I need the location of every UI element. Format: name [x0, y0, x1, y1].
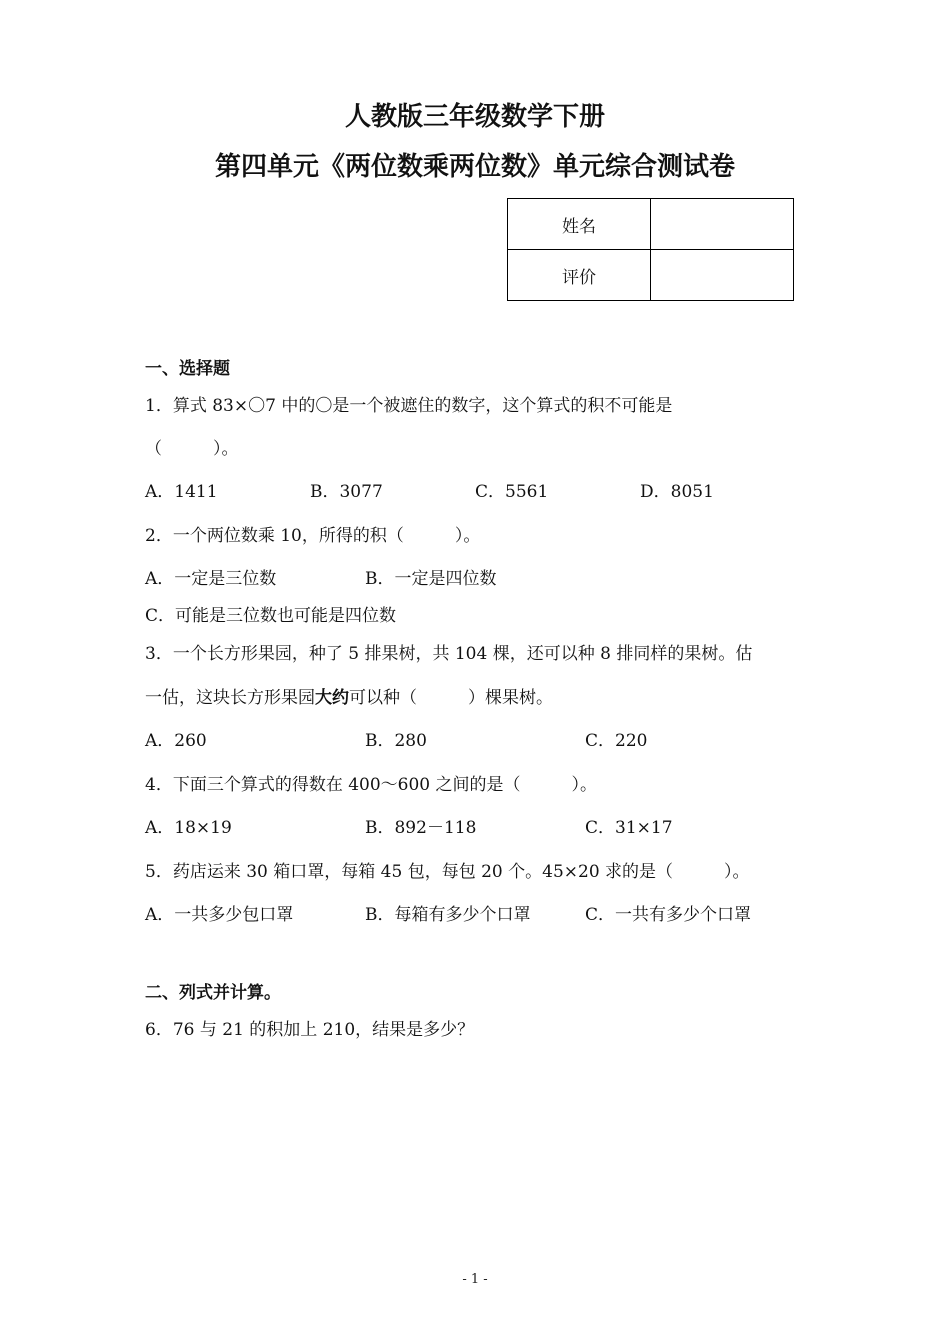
info-row-grade [508, 250, 794, 301]
info-row-name [508, 199, 794, 250]
q3-option-c[interactable]: C．220 [585, 731, 648, 751]
q3-option-a[interactable]: A．260 [145, 731, 207, 751]
q2-option-a[interactable]: A．一定是三位数 [145, 569, 277, 589]
q1-option-d[interactable]: D．8051 [640, 482, 714, 502]
name-field[interactable] [651, 199, 794, 250]
q1-option-b[interactable]: B．3077 [310, 482, 383, 502]
q3-stem-line2 [145, 686, 553, 710]
grade-field[interactable] [651, 250, 794, 301]
q5-option-a[interactable]: A．一共多少包口罩 [145, 905, 294, 925]
q5-stem: 5．药店运来 30 箱口罩，每箱 45 包，每包 20 个。45×20 求的是（ ）。 [145, 862, 750, 882]
q1-option-a[interactable]: A．1411 [145, 482, 218, 502]
q2-option-c[interactable]: C．可能是三位数也可能是四位数 [145, 606, 397, 626]
q2-option-b[interactable]: B．一定是四位数 [365, 569, 497, 589]
q3-option-b[interactable]: B．280 [365, 731, 427, 751]
q4-option-b[interactable]: B．892－118 [365, 818, 477, 838]
title-line-1: 人教版三年级数学下册 [344, 102, 605, 132]
info-table [507, 198, 794, 301]
q4-stem: 4．下面三个算式的得数在 400～600 之间的是（ ）。 [145, 775, 598, 795]
title-line-2: 第四单元《两位数乘两位数》单元综合测试卷 [214, 152, 735, 182]
q3-stem-line1: 3．一个长方形果园，种了 5 排果树，共 104 棵，还可以种 8 排同样的果树。估 [145, 644, 753, 664]
q6-stem: 6．76 与 21 的积加上 210，结果是多少？ [145, 1020, 475, 1040]
q4-option-a[interactable]: A．18×19 [145, 818, 232, 838]
q4-option-c[interactable]: C．31×17 [585, 818, 673, 838]
page-number: - 1 - [462, 1272, 488, 1287]
grade-label: 评价 [508, 250, 651, 301]
q3-stem-line2-pre: 一估，这块长方形果园 [145, 688, 315, 708]
section2-heading: 二、列式并计算。 [145, 983, 281, 1003]
q1-stem-line2: （ ）。 [145, 439, 239, 459]
name-label: 姓名 [508, 199, 651, 250]
q1-option-c[interactable]: C．5561 [475, 482, 549, 502]
q5-option-b[interactable]: B．每箱有多少个口罩 [365, 905, 531, 925]
q3-emphasis-text: 大约 [315, 688, 349, 708]
q5-option-c[interactable]: C．一共有多少个口罩 [585, 905, 752, 925]
q1-stem-line1: 1．算式 83×〇7 中的〇是一个被遮住的数字，这个算式的积不可能是 [145, 396, 673, 416]
q2-stem: 2．一个两位数乘 10，所得的积（ ）。 [145, 526, 481, 546]
q3-stem-line2-post: 可以种（ ）棵果树。 [349, 688, 553, 708]
section1-heading: 一、选择题 [145, 359, 230, 379]
